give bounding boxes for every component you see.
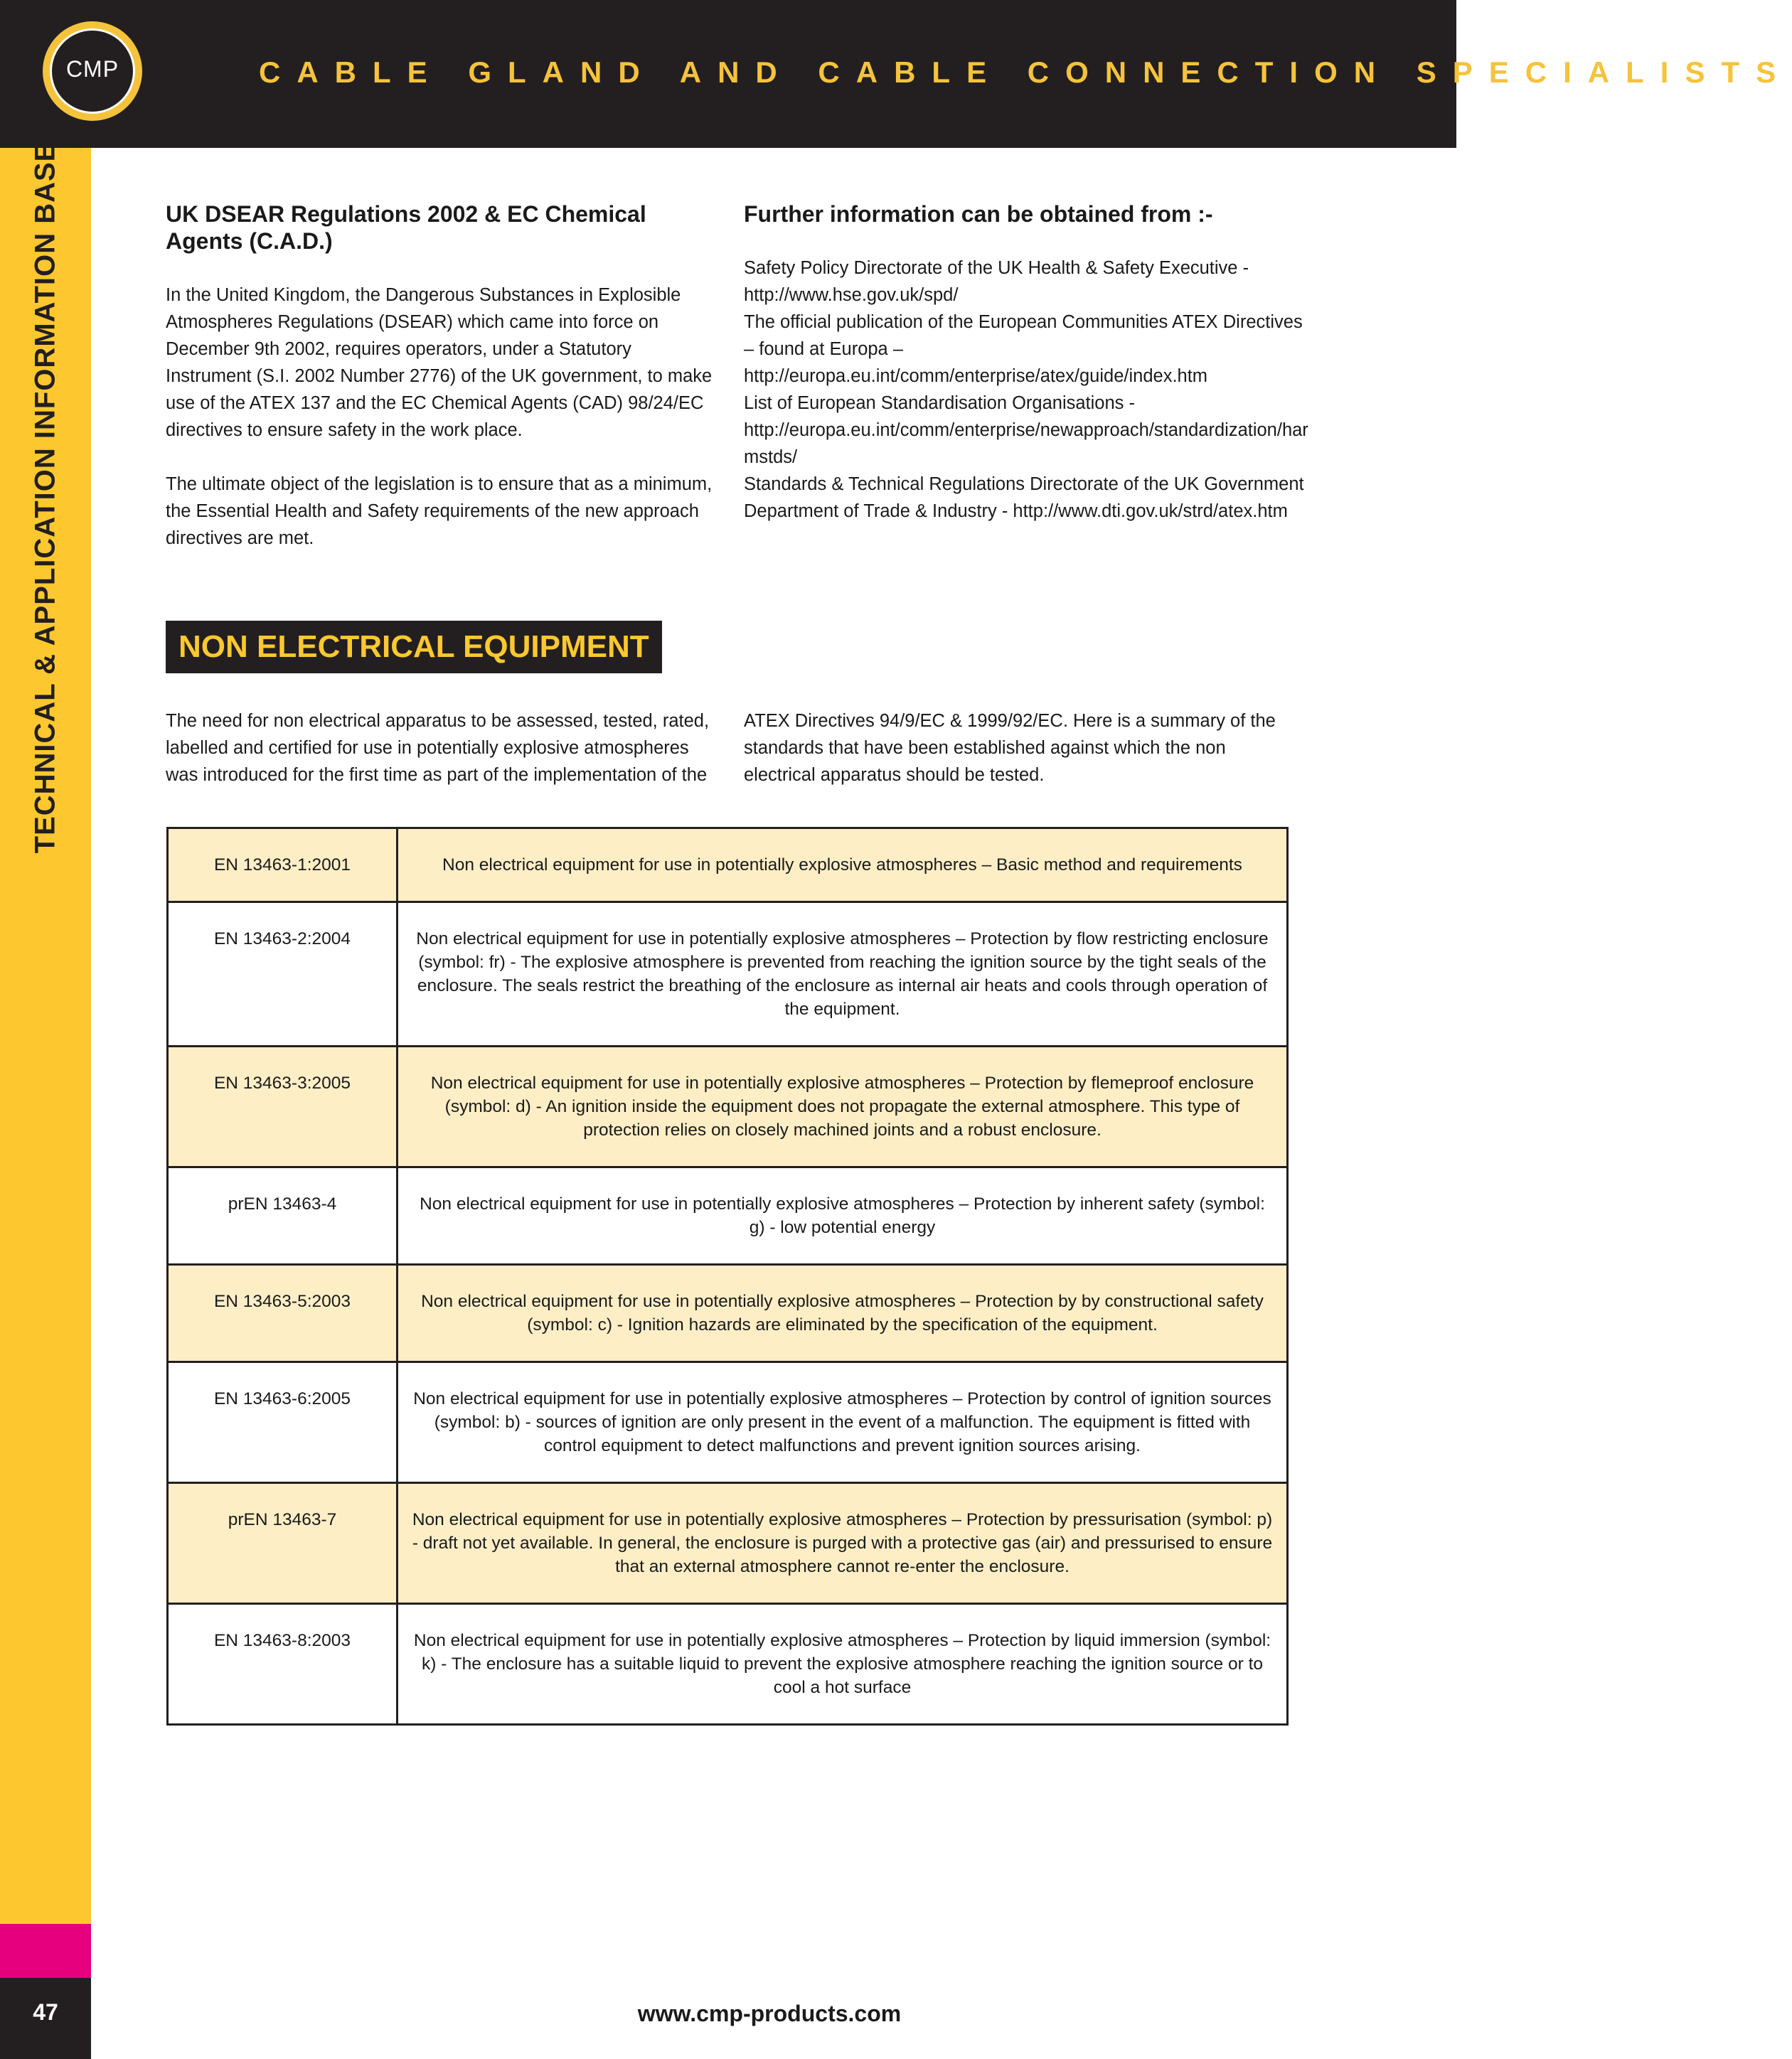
standard-description: Non electrical equipment for use in potentially explosive atmospheres – Protection by pressurisation (symbol: p) - draft not yet available. In general, the enclosure is purged with a protective gas (air) and pressurised to ensure that an external atmosphere cannot re-enter the enclosure.: [398, 1483, 1288, 1604]
dsear-section: [166, 200, 713, 579]
table-row: [168, 1604, 1288, 1725]
info-link[interactable]: http://europa.eu.int/comm/enterprise/atex/guide/index.htm: [744, 366, 1208, 386]
info-line: The official publication of the European Communities ATEX Directives: [744, 312, 1303, 332]
section-intro-right: ATEX Directives 94/9/EC & 1999/92/EC. Here is a summary of the standards that have been established against which the non electrical apparatus should be tested.: [744, 711, 1276, 785]
standard-description: Non electrical equipment for use in potentially explosive atmospheres – Protection by liquid immersion (symbol: k) - The enclosure has a suitable liquid to prevent the explosive atmosphere reaching the ignition source or to cool a hot surface: [398, 1604, 1288, 1725]
cmp-logo: [43, 21, 142, 121]
table-row: [168, 1483, 1288, 1604]
standard-description: Non electrical equipment for use in potentially explosive atmospheres – Basic method and requirements: [398, 828, 1288, 902]
standard-description: Non electrical equipment for use in potentially explosive atmospheres – Protection by flow restricting enclosure (symbol: fr) - The explosive atmosphere is prevented from reaching the ignition source by the tight seals of the enclosure. The seals restrict the breathing of the enclosure as internal air heats and cools through operation of the equipment.: [398, 902, 1288, 1047]
sidebar-title: TECHNICAL & APPLICATION INFORMATION BASE: [29, 141, 61, 854]
dsear-heading: UK DSEAR Regulations 2002 & EC Chemical Agents (C.A.D.): [166, 201, 646, 254]
page-number: 47: [33, 1999, 58, 2025]
section-title: NON ELECTRICAL EQUIPMENT: [166, 621, 662, 673]
standard-code: EN 13463-5:2003: [168, 1265, 398, 1362]
standard-code: EN 13463-6:2005: [168, 1362, 398, 1483]
further-info-section: [744, 200, 1313, 525]
standard-code: prEN 13463-4: [168, 1167, 398, 1265]
logo-text: CMP: [65, 56, 119, 82]
standard-code: EN 13463-2:2004: [168, 902, 398, 1047]
header-tagline: CABLE GLAND AND CABLE CONNECTION SPECIALISTS: [259, 55, 1792, 89]
standard-description: Non electrical equipment for use in potentially explosive atmospheres – Protection by by constructional safety (symbol: c) - Ignition hazards are eliminated by the specification of the equipment.: [398, 1265, 1288, 1362]
table-row: [168, 1265, 1288, 1362]
table-row: [168, 1047, 1288, 1167]
info-line: Safety Policy Directorate of the UK Health & Safety Executive -: [744, 258, 1249, 278]
table-row: [168, 902, 1288, 1047]
standard-code: EN 13463-1:2001: [168, 828, 398, 902]
info-line: Department of Trade & Industry - http://www.dti.gov.uk/strd/atex.htm: [744, 501, 1288, 521]
standard-description: Non electrical equipment for use in potentially explosive atmospheres – Protection by inherent safety (symbol: g) - low potential energy: [398, 1167, 1288, 1265]
info-line: – found at Europa –: [744, 339, 904, 359]
dsear-paragraph: The ultimate object of the legislation is to ensure that as a minimum, the Essential Health and Safety requirements of the new approach directives are met.: [166, 474, 713, 548]
section-intro-left: The need for non electrical apparatus to be assessed, tested, rated, labelled and certified for use in potentially explosive atmospheres was introduced for the first time as part of the implementation of the: [166, 711, 710, 785]
standard-code: prEN 13463-7: [168, 1483, 398, 1604]
info-link[interactable]: http://www.hse.gov.uk/spd/: [744, 285, 959, 305]
footer-website-link[interactable]: www.cmp-products.com: [637, 2001, 902, 2026]
standards-table: [166, 827, 1289, 1726]
info-link[interactable]: http://europa.eu.int/comm/enterprise/newapproach/standardization/harmstds/: [744, 420, 1308, 467]
page-header: [0, 0, 1792, 148]
info-line: List of European Standardisation Organisations -: [744, 393, 1135, 413]
table-row: [168, 1362, 1288, 1483]
further-info-heading: Further information can be obtained from :-: [744, 201, 1213, 227]
table-row: [168, 828, 1288, 902]
info-line: Standards & Technical Regulations Directorate of the UK Government: [744, 474, 1304, 494]
dsear-paragraph: In the United Kingdom, the Dangerous Substances in Explosible Atmospheres Regulations (DSEAR) which came into force on December 9th 2002, requires operators, under a Statutory Instrument (S.I. 2002 Number 2776) of the UK government, to make use of the ATEX 137 and the EC Chemical Agents (CAD) 98/24/EC directives to ensure safety in the work place.: [166, 285, 713, 440]
standard-description: Non electrical equipment for use in potentially explosive atmospheres – Protection by flemeproof enclosure (symbol: d) - An ignition inside the equipment does not propagate the external atmosphere. This type of protection relies on closely machined joints and a robust enclosure.: [398, 1047, 1288, 1167]
standard-code: EN 13463-3:2005: [168, 1047, 398, 1167]
standard-code: EN 13463-8:2003: [168, 1604, 398, 1725]
standard-description: Non electrical equipment for use in potentially explosive atmospheres – Protection by control of ignition sources (symbol: b) - sources of ignition are only present in the event of a malfunction. The equipment is fitted with control equipment to detect malfunctions and prevent ignition sources arising.: [398, 1362, 1288, 1483]
table-row: [168, 1167, 1288, 1265]
sidebar-accent: [0, 1924, 91, 1978]
